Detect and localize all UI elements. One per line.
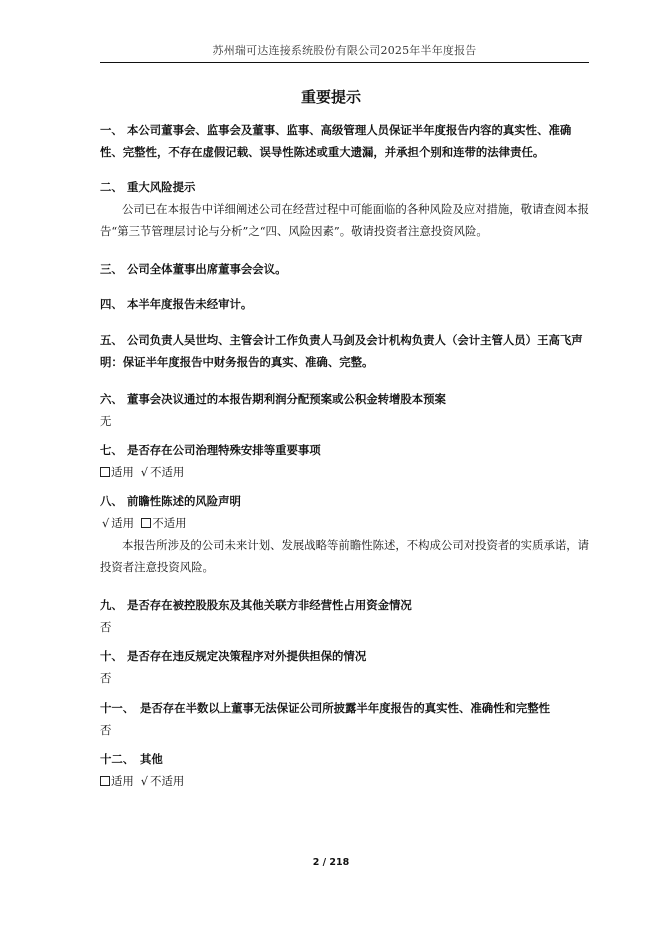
section-text: 本公司董事会、监事会及董事、监事、高级管理人员保证半年度报告内容的真实性、准确性、完整性，不存在虚假记载、误导性陈述或重大遗漏，并承担个别和连带的法律责任。 xyxy=(100,123,572,159)
section-1 xyxy=(100,119,592,163)
section-number: 二、 xyxy=(100,180,123,194)
section-text: 董事会决议通过的本报告期利润分配预案或公积金转增股本预案 xyxy=(127,392,446,406)
checkmark-icon: √ xyxy=(140,774,149,788)
checkbox-empty-icon xyxy=(100,467,110,477)
applicability-options xyxy=(100,461,592,483)
forward-looking-paragraph: 本报告所涉及的公司未来计划、发展战略等前瞻性陈述，不构成公司对投资者的实质承诺，请投资者注意投资风险。 xyxy=(100,538,590,574)
applicability-options xyxy=(100,770,592,792)
section-3-heading xyxy=(100,258,592,280)
section-10-heading xyxy=(100,645,592,667)
section-12-heading xyxy=(100,748,592,770)
section-text: 是否存在被控股股东及其他关联方非经营性占用资金情况 xyxy=(127,598,412,612)
option-not-applicable-label: 不适用 xyxy=(150,465,185,479)
section-number: 十、 xyxy=(100,649,123,663)
page-title: 重要提示 xyxy=(300,88,361,106)
section-number: 四、 xyxy=(100,297,123,311)
section-text: 其他 xyxy=(140,752,163,766)
section-number: 三、 xyxy=(100,262,123,276)
section-9-heading xyxy=(100,594,592,616)
applicability-options xyxy=(100,512,592,534)
section-text: 是否存在公司治理特殊安排等重要事项 xyxy=(127,443,321,457)
page-number: 2 / 218 xyxy=(312,857,350,868)
option-applicable-label: 适用 xyxy=(111,465,134,479)
option-applicable-label: 适用 xyxy=(111,774,134,788)
section-number: 十二、 xyxy=(100,752,135,766)
section-10 xyxy=(100,645,592,689)
section-6 xyxy=(100,388,592,432)
section-number: 八、 xyxy=(100,494,123,508)
checkmark-icon: √ xyxy=(102,516,110,530)
section-text: 前瞻性陈述的风险声明 xyxy=(127,494,241,508)
section-1-heading xyxy=(100,119,592,163)
section-9 xyxy=(100,594,592,638)
section-5-heading xyxy=(100,329,592,373)
section-11 xyxy=(100,697,592,741)
checkbox-empty-icon xyxy=(141,518,151,528)
section-text: 重大风险提示 xyxy=(127,180,196,194)
checkmark-icon: √ xyxy=(140,465,149,479)
section-2 xyxy=(100,176,592,242)
section-text: 是否存在违反规定决策程序对外提供担保的情况 xyxy=(127,649,367,663)
answer-text: 否 xyxy=(100,723,112,737)
section-12 xyxy=(100,748,592,792)
risk-paragraph: 公司已在本报告中详细阐述公司在经营过程中可能面临的各种风险及应对措施，敬请查阅本报告“第三节管理层讨论与分析”之“四、风险因素”。敬请投资者注意投资风险。 xyxy=(100,202,590,238)
section-11-heading xyxy=(100,697,592,719)
running-header: 苏州瑞可达连接系统股份有限公司2025年半年度报告 xyxy=(212,44,477,57)
section-7-heading xyxy=(100,439,592,461)
section-8 xyxy=(100,490,592,578)
option-not-applicable-label: 不适用 xyxy=(152,516,187,530)
section-4 xyxy=(100,293,592,315)
section-number: 一、 xyxy=(100,123,123,137)
section-number: 九、 xyxy=(100,598,123,612)
section-number: 七、 xyxy=(100,443,123,457)
option-applicable-label: 适用 xyxy=(111,516,135,530)
section-text: 是否存在半数以上董事无法保证公司所披露半年度报告的真实性、准确性和完整性 xyxy=(140,701,551,715)
section-text: 本半年度报告未经审计。 xyxy=(127,297,253,311)
section-number: 五、 xyxy=(100,333,123,347)
answer-text: 否 xyxy=(100,620,112,634)
answer-text: 否 xyxy=(100,671,112,685)
option-not-applicable-label: 不适用 xyxy=(150,774,185,788)
section-number: 六、 xyxy=(100,392,123,406)
section-5 xyxy=(100,329,592,373)
section-4-heading xyxy=(100,293,592,315)
checkbox-empty-icon xyxy=(100,776,110,786)
section-3 xyxy=(100,258,592,280)
section-8-heading xyxy=(100,490,592,512)
section-number: 十一、 xyxy=(100,701,135,715)
section-text: 公司负责人吴世均、主管会计工作负责人马剑及会计机构负责人（会计主管人员）王高飞声明：保证半年度报告中财务报告的真实、准确、完整。 xyxy=(100,333,583,369)
section-2-heading xyxy=(100,176,592,198)
header-divider xyxy=(100,62,589,63)
section-7 xyxy=(100,439,592,483)
section-6-heading xyxy=(100,388,592,410)
answer-text: 无 xyxy=(100,414,112,428)
section-text: 公司全体董事出席董事会会议。 xyxy=(127,262,287,276)
